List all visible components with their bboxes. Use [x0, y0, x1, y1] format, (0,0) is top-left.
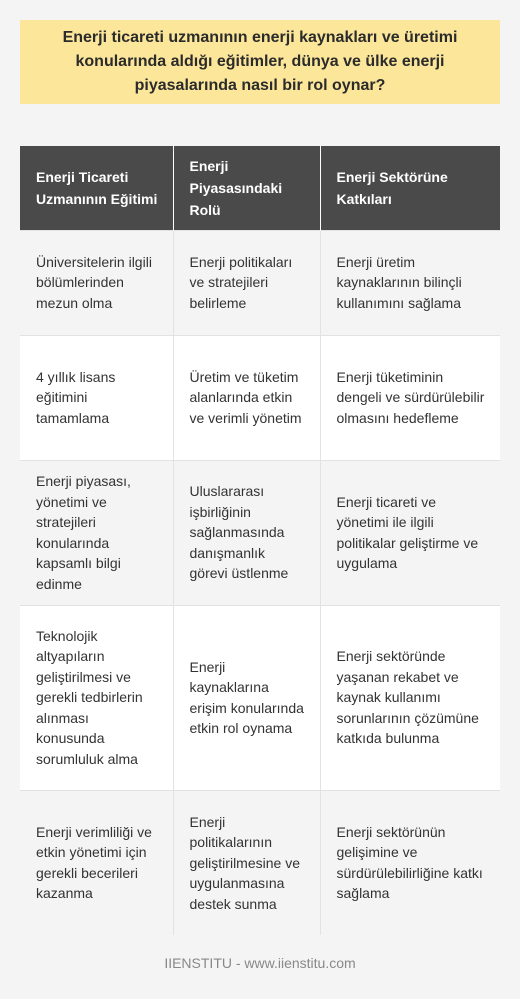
footer-credit: IIENSTITU - www.iienstitu.com [164, 955, 356, 971]
page-title: Enerji ticareti uzmanının enerji kaynakları ve üretimi konularında aldığı eğitimler, dünya ve ülke enerji piyasalarında nasıl bir rol oynar? [20, 20, 500, 104]
table-cell: Enerji tüketiminin dengeli ve sürdürülebilir olmasını hedefleme [320, 335, 500, 460]
table-cell: 4 yıllık lisans eğitimini tamamlama [20, 335, 173, 460]
table-cell: Enerji sektörünün gelişimine ve sürdürülebilirliğine katkı sağlama [320, 790, 500, 935]
table-cell: Enerji politikalarının geliştirilmesine ve uygulanmasına destek sunma [173, 790, 320, 935]
table-cell: Enerji kaynaklarına erişim konularında etkin rol oynama [173, 605, 320, 790]
table-cell: Enerji ticareti ve yönetimi ile ilgili politikalar geliştirme ve uygulama [320, 460, 500, 605]
table-cell: Enerji üretim kaynaklarının bilinçli kullanımını sağlama [320, 230, 500, 335]
table-cell: Enerji politikaları ve stratejileri belirleme [173, 230, 320, 335]
table-header-row [20, 146, 500, 230]
column-header-education: Enerji Ticareti Uzmanının Eğitimi [20, 146, 173, 230]
table-cell: Enerji sektöründe yaşanan rekabet ve kaynak kullanımı sorunlarının çözümüne katkıda bulunma [320, 605, 500, 790]
table-row [20, 605, 500, 790]
table-cell: Üretim ve tüketim alanlarında etkin ve verimli yönetim [173, 335, 320, 460]
column-header-market-role: Enerji Piyasasındaki Rolü [173, 146, 320, 230]
table-cell: Üniversitelerin ilgili bölümlerinden mezun olma [20, 230, 173, 335]
column-header-contributions: Enerji Sektörüne Katkıları [320, 146, 500, 230]
table-cell: Enerji verimliliği ve etkin yönetimi için gerekli becerileri kazanma [20, 790, 173, 935]
table-cell: Enerji piyasası, yönetimi ve stratejileri konularında kapsamlı bilgi edinme [20, 460, 173, 605]
table-row [20, 460, 500, 605]
table-row [20, 230, 500, 335]
data-table [20, 146, 500, 935]
table-row [20, 790, 500, 935]
table-cell: Teknolojik altyapıların geliştirilmesi ve gerekli tedbirlerin alınması konusunda sorumluluk alma [20, 605, 173, 790]
table-row [20, 335, 500, 460]
table-cell: Uluslararası işbirliğinin sağlanmasında danışmanlık görevi üstlenme [173, 460, 320, 605]
